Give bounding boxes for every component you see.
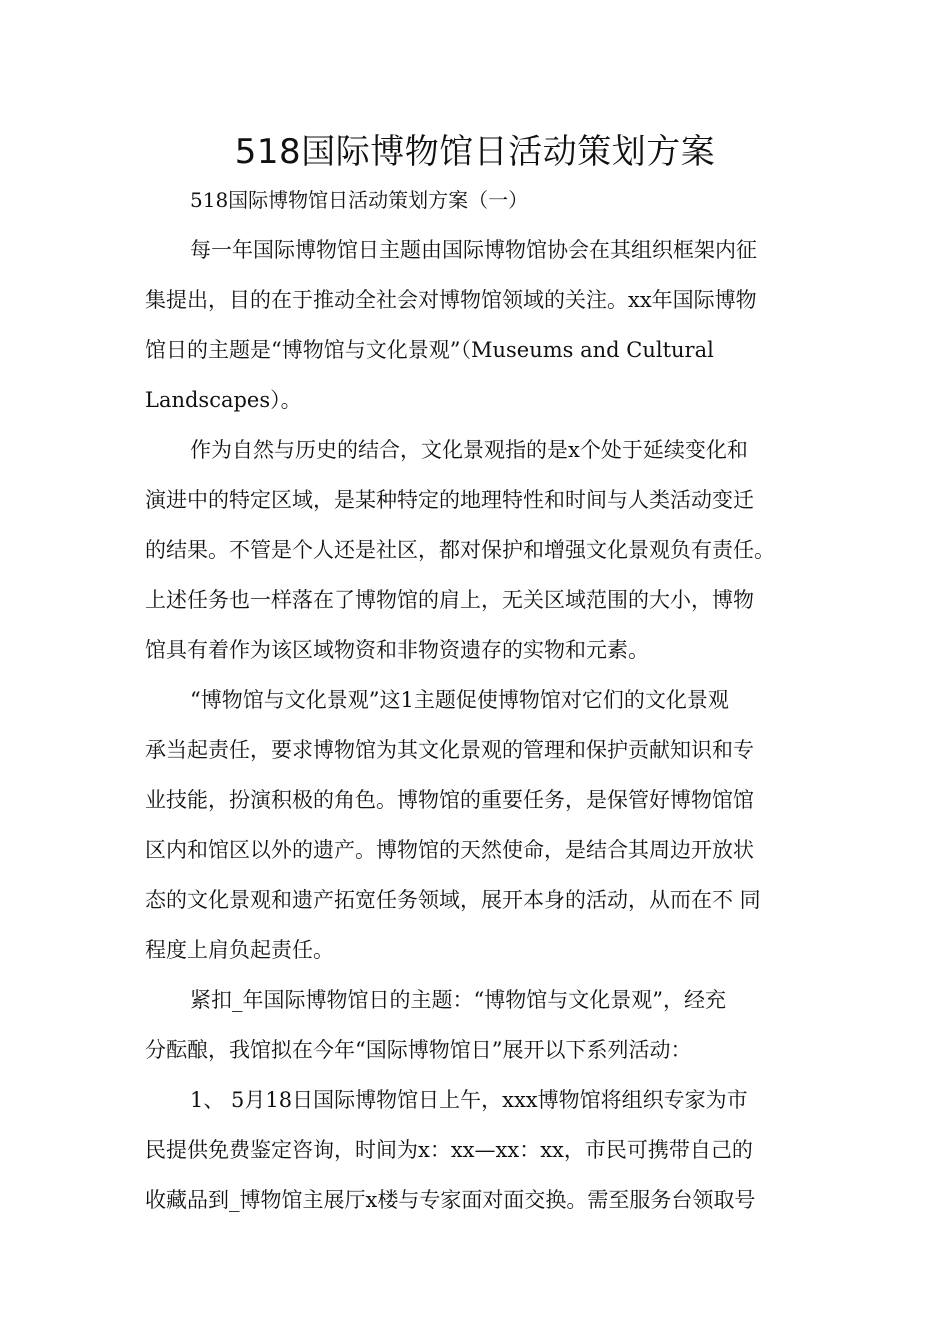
paragraph-line: 集提出，目的在于推动全社会对博物馆领域的关注。xx年国际博物 xyxy=(145,288,757,312)
paragraph-line: 上述任务也一样落在了博物馆的肩上，无关区域范围的大小，博物 xyxy=(145,588,754,612)
paragraph-line: 态的文化景观和遗产拓宽任务领域，展开本身的活动，从而在不 同 xyxy=(145,888,761,912)
paragraph-line: 分酝酿，我馆拟在今年“国际博物馆日”展开以下系列活动： xyxy=(145,1038,692,1062)
paragraph-line: 馆具有着作为该区域物资和非物资遗存的实物和元素。 xyxy=(145,638,649,662)
paragraph-line: Landscapes）。 xyxy=(145,388,302,412)
document-title: 518国际博物馆日活动策划方案 xyxy=(234,132,716,172)
document-subtitle: 518国际博物馆日活动策划方案（一） xyxy=(190,188,529,212)
paragraph-line: 1、 5月18日国际博物馆日上午，xxx博物馆将组织专家为市 xyxy=(190,1088,748,1112)
paragraph-line: “博物馆与文化景观”这1主题促使博物馆对它们的文化景观 xyxy=(190,688,729,712)
paragraph-line: 紧扣_年国际博物馆日的主题：“博物馆与文化景观”，经充 xyxy=(190,988,726,1012)
paragraph-line: 业技能，扮演积极的角色。博物馆的重要任务，是保管好博物馆馆 xyxy=(145,788,754,812)
paragraph-line: 演进中的特定区域，是某种特定的地理特性和时间与人类活动变迁 xyxy=(145,488,754,512)
paragraph-line: 民提供免费鉴定咨询，时间为x：xx—xx：xx，市民可携带自己的 xyxy=(145,1138,753,1162)
paragraph-line: 区内和馆区以外的遗产。博物馆的天然使命，是结合其周边开放状 xyxy=(145,838,754,862)
paragraph-line: 每一年国际博物馆日主题由国际博物馆协会在其组织框架内征 xyxy=(190,238,757,262)
paragraph-line: 的结果。不管是个人还是社区，都对保护和增强文化景观负有责任。 xyxy=(145,538,775,562)
paragraph-line: 承当起责任，要求博物馆为其文化景观的管理和保护贡献知识和专 xyxy=(145,738,754,762)
paragraph-line: 程度上肩负起责任。 xyxy=(145,938,334,962)
paragraph-line: 收藏品到_博物馆主展厅x楼与专家面对面交换。需至服务台领取号 xyxy=(145,1188,756,1212)
paragraph-line: 作为自然与历史的结合，文化景观指的是x个处于延续变化和 xyxy=(190,438,748,462)
paragraph-line: 馆日的主题是“博物馆与文化景观”（Museums and Cultural xyxy=(145,338,714,362)
